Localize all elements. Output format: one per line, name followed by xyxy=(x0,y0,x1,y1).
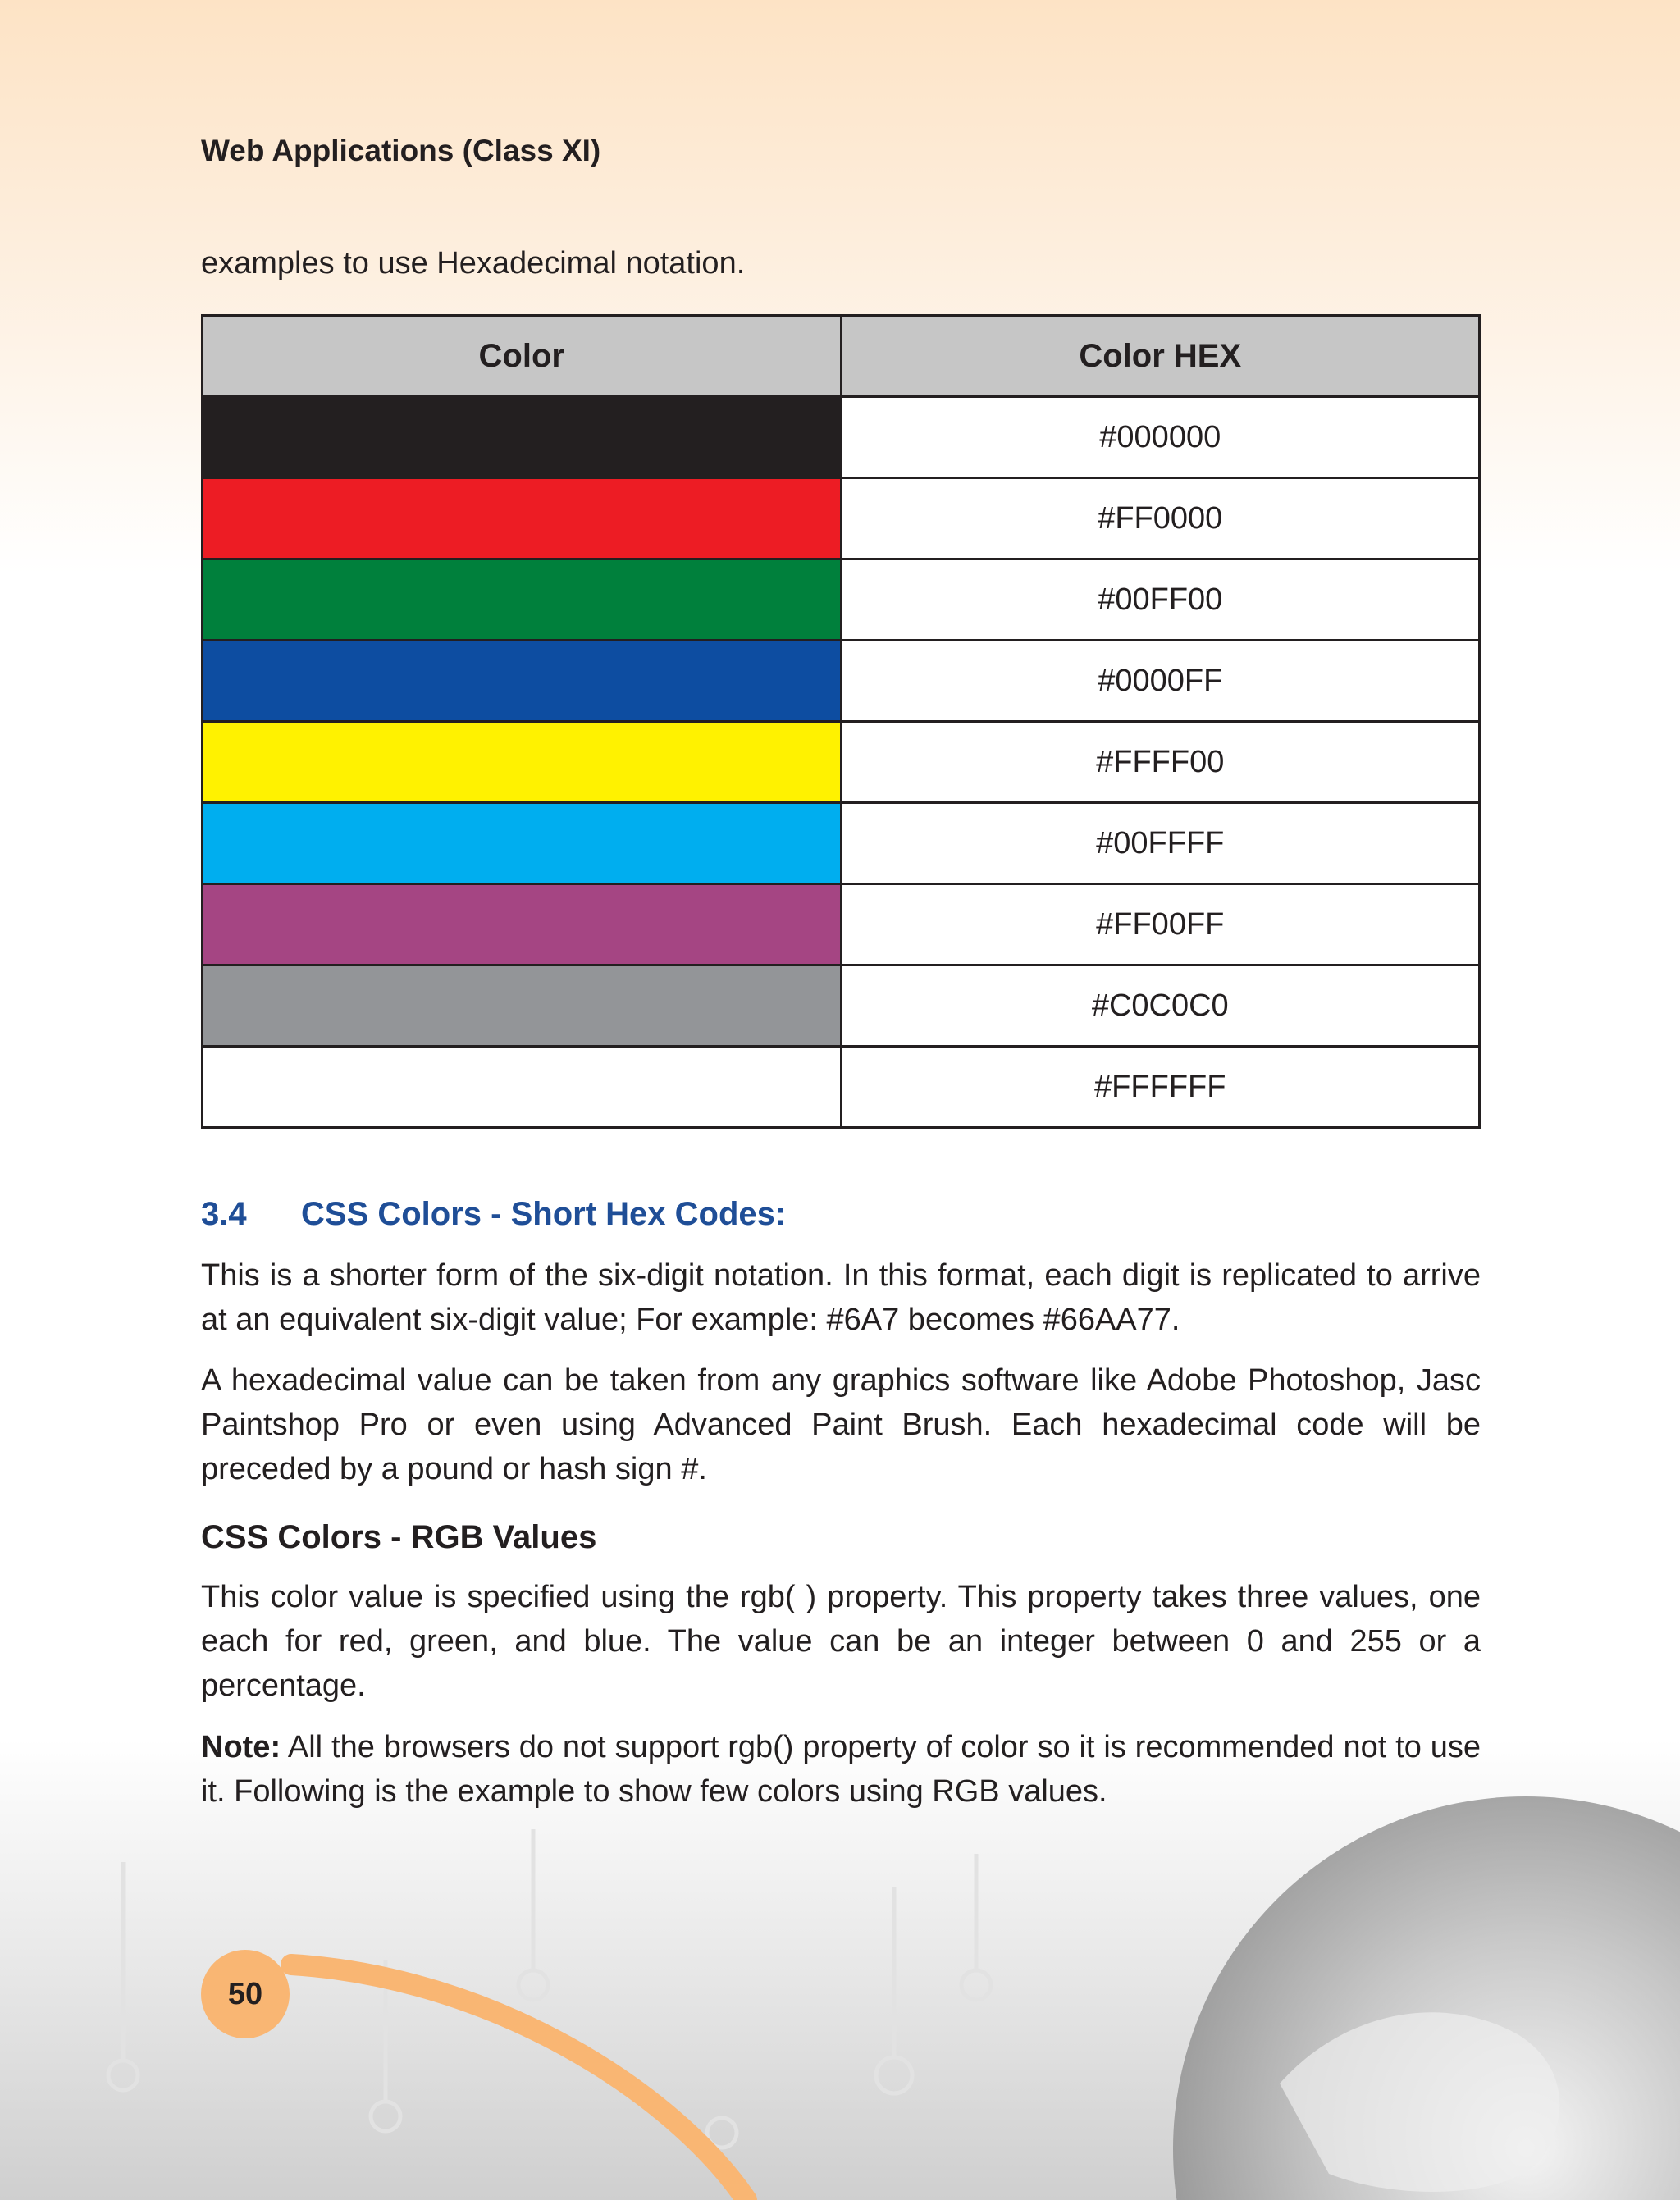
table-row xyxy=(203,722,1480,803)
color-swatch xyxy=(203,641,842,722)
hex-code: #0000FF xyxy=(841,641,1480,722)
color-swatch xyxy=(203,722,842,803)
note-text: All the browsers do not support rgb() property of color so it is recommended not to use it. Following is the example to show few colors using RGB values. xyxy=(201,1730,1481,1809)
hex-code: #FFFF00 xyxy=(841,722,1480,803)
table-row xyxy=(203,1047,1480,1128)
intro-text: examples to use Hexadecimal notation. xyxy=(201,246,746,281)
table-row xyxy=(203,397,1480,478)
page-number: 50 xyxy=(227,1976,263,2011)
page-number-badge xyxy=(201,1950,290,2038)
table-row xyxy=(203,641,1480,722)
color-swatch xyxy=(203,478,842,559)
table-row xyxy=(203,559,1480,641)
table-row xyxy=(203,478,1480,559)
hex-code: #FFFFFF xyxy=(841,1047,1480,1128)
color-swatch xyxy=(203,965,842,1047)
color-swatch xyxy=(203,884,842,965)
column-header-color: Color xyxy=(203,316,842,397)
rgb-paragraph: This color value is specified using the rgb( ) property. This property takes three values, one each for red, green, and blue. The value can be an integer between 0 and 255 or a percentage. xyxy=(201,1580,1481,1703)
hex-code: #FF00FF xyxy=(841,884,1480,965)
section-title-text: CSS Colors - Short Hex Codes: xyxy=(301,1196,787,1232)
hex-code: #C0C0C0 xyxy=(841,965,1480,1047)
table-header-row xyxy=(203,316,1480,397)
color-swatch xyxy=(203,397,842,478)
note-paragraph xyxy=(201,1725,1481,1814)
table-row xyxy=(203,803,1480,884)
short-hex-paragraph: This is a shorter form of the six-digit notation. In this format, each digit is replicated to arrive at an equivalent six-digit value; For example: #6A7 becomes #66AA77. xyxy=(201,1258,1481,1337)
section-heading xyxy=(201,1196,786,1233)
table-row xyxy=(203,965,1480,1047)
hex-source-paragraph: A hexadecimal value can be taken from any graphics software like Adobe Photoshop, Jasc Paintshop Pro or even using Advanced Paint Brush. Each hexadecimal code will be preceded by a pound or hash sign #. xyxy=(201,1363,1481,1486)
column-header-color-hex: Color HEX xyxy=(841,316,1480,397)
hex-code: #00FFFF xyxy=(841,803,1480,884)
running-header: Web Applications (Class XI) xyxy=(201,134,601,167)
rgb-subheading: CSS Colors - RGB Values xyxy=(201,1519,597,1555)
color-hex-table xyxy=(201,314,1481,1129)
color-swatch xyxy=(203,559,842,641)
hex-code: #000000 xyxy=(841,397,1480,478)
note-label: Note: xyxy=(201,1730,281,1764)
hex-code: #FF0000 xyxy=(841,478,1480,559)
hex-code: #00FF00 xyxy=(841,559,1480,641)
table-row xyxy=(203,884,1480,965)
color-swatch xyxy=(203,1047,842,1128)
color-swatch xyxy=(203,803,842,884)
section-number: 3.4 xyxy=(201,1196,247,1232)
